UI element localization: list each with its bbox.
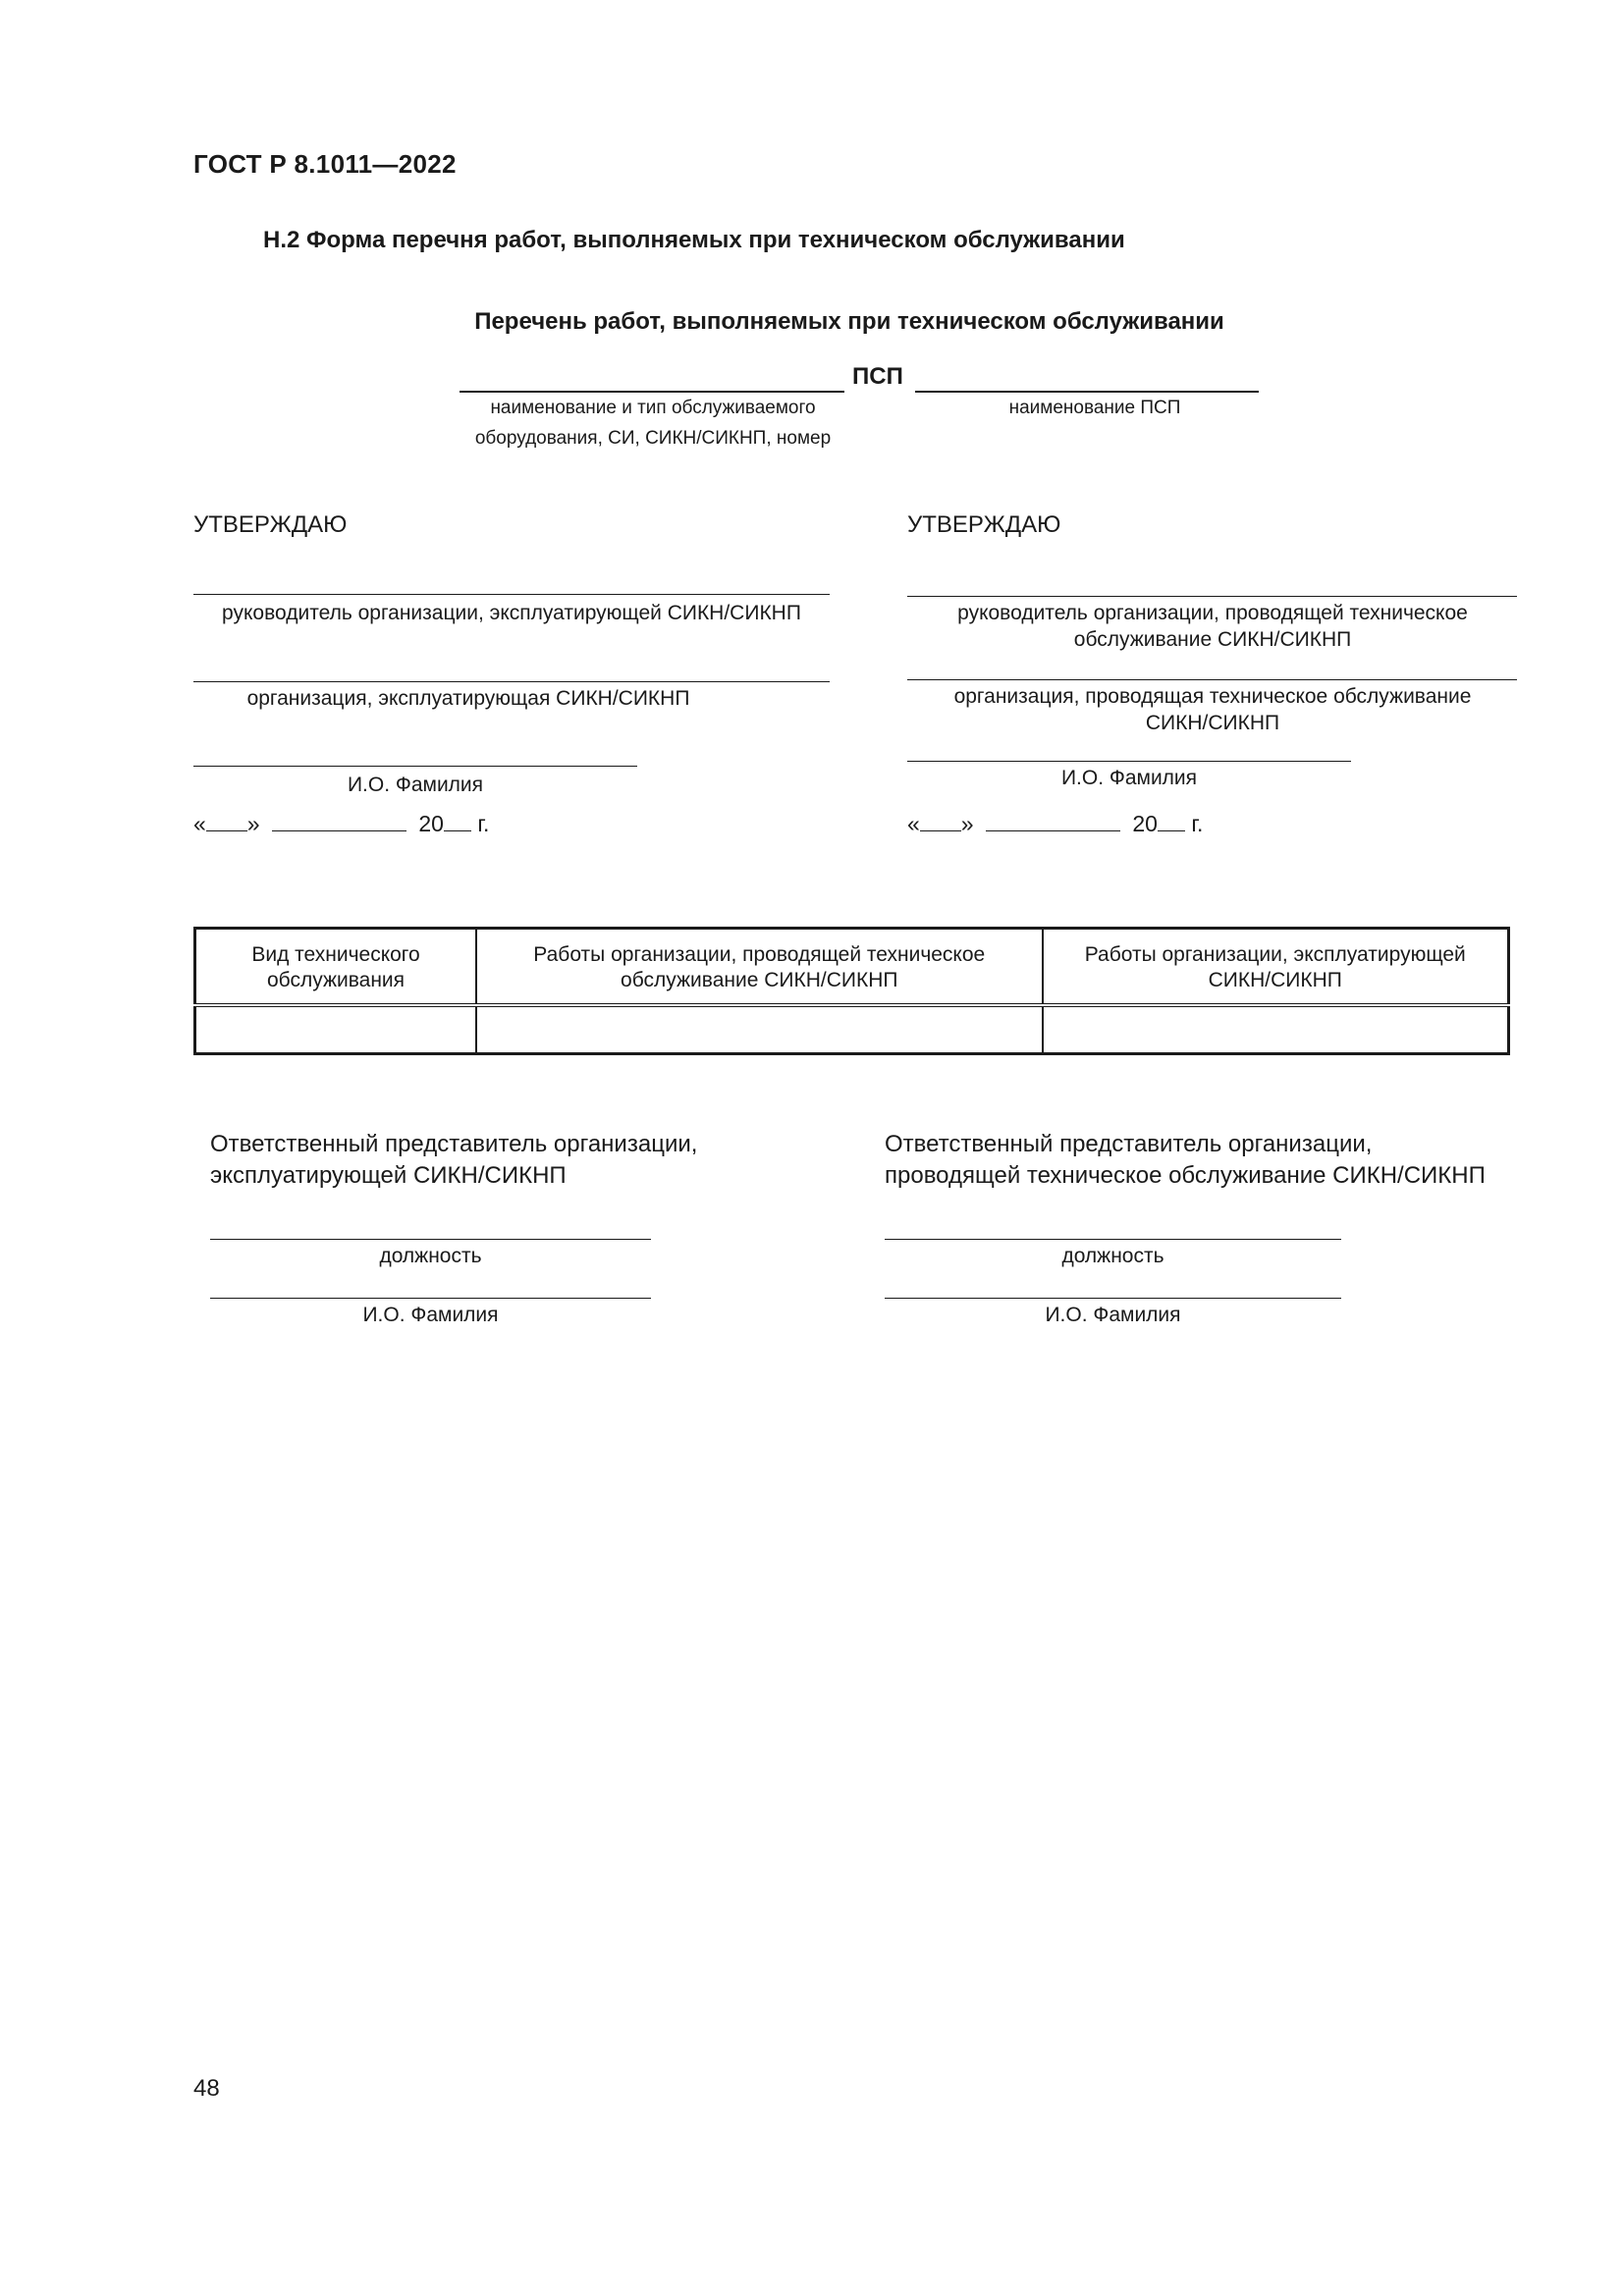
form-title: Перечень работ, выполняемых при техническом обслуживании <box>474 308 1224 335</box>
month-field[interactable] <box>272 809 406 831</box>
header-operator-org-works: Работы организации, эксплуатирующей СИКН/СИКНП <box>1043 929 1509 1006</box>
approval-left-date <box>193 809 489 837</box>
date-open-quote: « <box>193 811 206 836</box>
responsible-left-line1: Ответственный представитель организации, <box>210 1131 698 1157</box>
table-cell[interactable] <box>195 1005 477 1054</box>
document-code: ГОСТ Р 8.1011—2022 <box>193 149 457 179</box>
responsible-right-name-caption: И.О. Фамилия <box>1045 1304 1181 1326</box>
psp-name-field[interactable] <box>915 363 1259 393</box>
responsible-left-name-caption: И.О. Фамилия <box>362 1304 499 1326</box>
responsible-left-position-caption: должность <box>379 1245 482 1267</box>
approval-left-head-caption: руководитель организации, эксплуатирующей СИКН/СИКНП <box>222 602 801 624</box>
approval-left-org-caption: организация, эксплуатирующая СИКН/СИКНП <box>246 687 690 710</box>
psp-label: ПСП <box>852 363 903 390</box>
approval-right-title: УТВЕРЖДАЮ <box>907 511 1061 538</box>
date-open-quote: « <box>907 811 920 836</box>
approval-right-name-caption: И.О. Фамилия <box>1060 767 1198 789</box>
equipment-name-field[interactable] <box>460 363 844 393</box>
responsible-right-position-caption: должность <box>1061 1245 1164 1267</box>
responsible-right-name-line[interactable] <box>885 1298 1341 1299</box>
approval-left-head-line[interactable] <box>193 594 830 595</box>
responsible-left-name-line[interactable] <box>210 1298 651 1299</box>
approval-left-name-caption: И.О. Фамилия <box>347 774 484 796</box>
responsible-right-line1: Ответственный представитель организации, <box>885 1131 1373 1157</box>
approval-right-org-caption: организация, проводящая техническое обслуживание СИКН/СИКНП <box>953 685 1472 734</box>
table-row <box>195 1005 1509 1054</box>
approval-right-org-line[interactable] <box>907 679 1517 680</box>
approval-left-title: УТВЕРЖДАЮ <box>193 511 348 538</box>
approval-left-org-line[interactable] <box>193 681 830 682</box>
header-maintenance-type: Вид технического обслуживания <box>195 929 477 1006</box>
header-service-org-works: Работы организации, проводящей техническое обслуживание СИКН/СИКНП <box>476 929 1042 1006</box>
approval-right-date <box>907 809 1203 837</box>
responsible-right-line2: проводящей техническое обслуживание СИКН/СИКНП <box>885 1162 1486 1189</box>
equipment-name-caption <box>447 393 859 454</box>
responsible-left-line2: эксплуатирующей СИКН/СИКНП <box>210 1162 567 1189</box>
approval-left-name-line[interactable] <box>193 766 637 767</box>
responsible-left-position-line[interactable] <box>210 1239 651 1240</box>
page-number: 48 <box>193 2075 220 2102</box>
day-field[interactable] <box>920 809 961 831</box>
day-field[interactable] <box>206 809 247 831</box>
equipment-name-caption-line1: наименование и тип обслуживаемого <box>490 398 816 418</box>
approval-right-name-line[interactable] <box>907 761 1351 762</box>
responsible-right-position-line[interactable] <box>885 1239 1341 1240</box>
psp-name-caption: наименование ПСП <box>1008 398 1181 418</box>
year-prefix: 20 <box>1132 811 1158 836</box>
responsible-left-heading <box>210 1129 697 1192</box>
equipment-name-caption-line2: оборудования, СИ, СИКН/СИКНП, номер <box>474 428 832 449</box>
approval-right-head-line[interactable] <box>907 596 1517 597</box>
year-suffix: г. <box>477 811 490 836</box>
month-field[interactable] <box>986 809 1120 831</box>
responsible-right-heading <box>885 1129 1486 1192</box>
year-prefix: 20 <box>418 811 444 836</box>
year-field[interactable] <box>444 809 471 831</box>
year-field[interactable] <box>1158 809 1185 831</box>
works-table <box>193 927 1510 1055</box>
date-close-quote: » <box>246 811 260 836</box>
year-suffix: г. <box>1191 811 1204 836</box>
section-title: Н.2 Форма перечня работ, выполняемых при техническом обслуживании <box>263 227 1125 253</box>
table-header-row <box>195 929 1509 1006</box>
table-cell[interactable] <box>476 1005 1042 1054</box>
approval-right-head-caption: руководитель организации, проводящей техническое обслуживание СИКН/СИКНП <box>957 602 1468 651</box>
date-close-quote: » <box>960 811 974 836</box>
table-cell[interactable] <box>1043 1005 1509 1054</box>
